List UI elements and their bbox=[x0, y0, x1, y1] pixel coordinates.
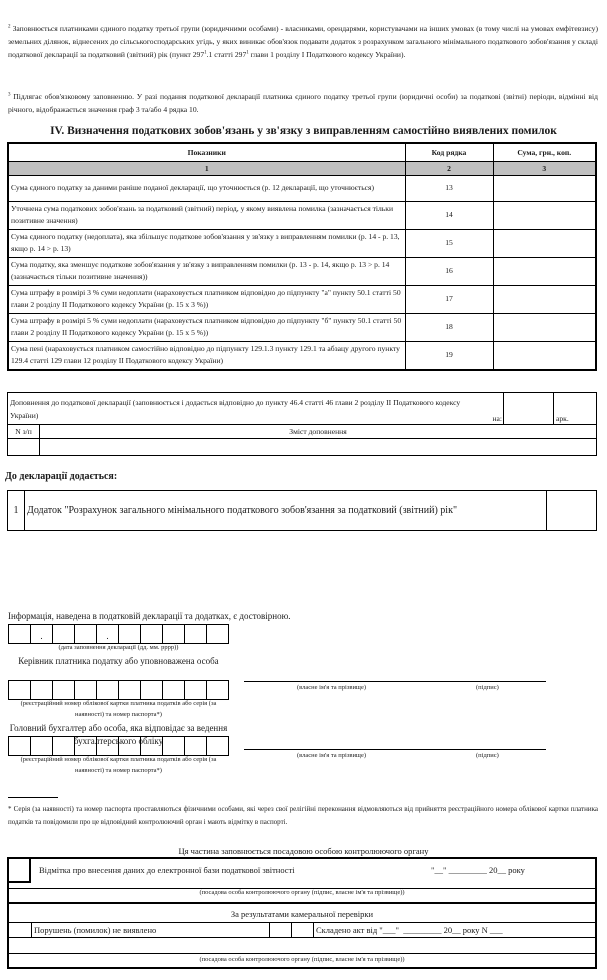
audit-result-row bbox=[9, 923, 595, 937]
table-row bbox=[8, 313, 596, 341]
date-input-cells[interactable] bbox=[8, 624, 229, 644]
manager-sign-caption: (підпис) bbox=[476, 684, 499, 691]
supplement-header-row bbox=[8, 393, 597, 425]
id-cell[interactable] bbox=[185, 681, 207, 699]
row-description: Сума пені (нараховується платником самостійно відповідно до підпункту 129.1.3 пункту 129.1 та абзацу другого пункту 129.4 статті 129 глави 12 розділу ІІ Податкового кодексу України) bbox=[8, 341, 405, 370]
id-cell[interactable] bbox=[119, 737, 141, 755]
date-cell[interactable] bbox=[207, 625, 229, 643]
table-row bbox=[8, 201, 596, 229]
table-row bbox=[8, 341, 596, 370]
no-violations-checkbox[interactable] bbox=[269, 923, 291, 937]
attachment-title: Додаток "Розрахунок загального мінімального податкового зобов'язання за податковий (звітний) рік" bbox=[25, 491, 547, 531]
header-amount: Сума, грн., коп. bbox=[493, 143, 596, 161]
supplement-content-input[interactable] bbox=[40, 439, 597, 456]
accountant-sign-caption: (підпис) bbox=[476, 752, 499, 759]
header-row-code: Код рядка bbox=[405, 143, 493, 161]
attachment-number: 1 bbox=[8, 491, 25, 531]
supplement-row-number-input[interactable] bbox=[8, 439, 40, 456]
divider bbox=[9, 902, 595, 904]
date-cell[interactable] bbox=[119, 625, 141, 643]
date-cell[interactable] bbox=[53, 625, 75, 643]
date-cell[interactable] bbox=[163, 625, 185, 643]
date-cell[interactable] bbox=[9, 625, 31, 643]
divider bbox=[9, 937, 595, 938]
database-entry-checkbox[interactable] bbox=[9, 859, 31, 883]
accountant-signature-line[interactable] bbox=[244, 749, 546, 750]
manager-id-caption: (реєстраційний номер облікової картки платника податків або серія (за наявності) та номер паспорта*) bbox=[20, 700, 217, 718]
manager-label: Керівник платника податку або уповноважена особа bbox=[18, 656, 219, 666]
id-cell[interactable] bbox=[207, 681, 229, 699]
footnote-text: глави 1 розділу І Податкового кодексу України). bbox=[248, 50, 406, 59]
row-description: Сума штрафу в розмірі 3 % суми недоплати (нараховується платником відповідно до підпункту "а" пункту 50.1 статті 50 глави 2 розділу ІІ Податкового кодексу України (р. 15 х 3 %)) bbox=[8, 285, 405, 313]
table-row bbox=[8, 257, 596, 285]
supplement-description: Доповнення до податкової декларації (заповнюється і додається відповідно до пункту 46.4 статті 46 глави 2 розділу ІІ Податкового кодексу України) bbox=[8, 393, 491, 425]
section-title: IV. Визначення податкових зобов'язань у зв'язку з виправленням самостійно виявлених помилок bbox=[50, 125, 557, 137]
table-row bbox=[8, 285, 596, 313]
sheets-unit-label: арк. bbox=[554, 393, 597, 425]
id-cell[interactable] bbox=[9, 737, 31, 755]
table-row bbox=[8, 175, 596, 201]
row-code: 19 bbox=[405, 341, 493, 370]
act-drawn-label: Складено акт від "___" _________ 20__ року N ___ bbox=[313, 923, 593, 937]
id-cell[interactable] bbox=[75, 681, 97, 699]
official-caption: (посадова особа контролюючого органу (підпис, власне ім'я та прізвище)) bbox=[199, 889, 405, 896]
manager-id-cells[interactable] bbox=[8, 680, 229, 700]
date-cell[interactable] bbox=[75, 625, 97, 643]
footnote-text: Заповнюється платниками єдиного податку третьої групи (юридичними особами) - власниками, орендарями, користувачами на інших умовах (в тому числі на умовах емфітевзису) земельних ділянок, віднесених до сільськогосподарських угідь, у яких виникає обов'язок подавати додаток з розрахунком загального мінімального податкового зобов'язання у складі податкової декларації за податковий (звітний) рік (пункт 297 bbox=[8, 24, 598, 59]
row-code: 18 bbox=[405, 313, 493, 341]
column-number-row bbox=[8, 161, 596, 175]
attachment-row bbox=[8, 491, 597, 531]
id-cell[interactable] bbox=[97, 737, 119, 755]
superscript: 1 bbox=[204, 50, 207, 56]
table-row bbox=[8, 229, 596, 257]
divider bbox=[9, 953, 595, 954]
amount-input[interactable] bbox=[493, 201, 596, 229]
attachments-table bbox=[7, 490, 597, 531]
accountant-name-caption: (власне ім'я та прізвище) bbox=[297, 752, 366, 759]
amount-input[interactable] bbox=[493, 285, 596, 313]
id-cell[interactable] bbox=[163, 681, 185, 699]
id-cell[interactable] bbox=[75, 737, 97, 755]
accountant-id-caption: (реєстраційний номер облікової картки платника податків або серія (за наявності) та номер паспорта*) bbox=[20, 756, 217, 774]
table-header-row bbox=[8, 143, 596, 161]
manager-name-caption: (власне ім'я та прізвище) bbox=[297, 684, 366, 691]
control-heading: Ця частина заповнюється посадовою особою контролюючого органу bbox=[178, 846, 429, 856]
footnote-3 bbox=[8, 90, 598, 116]
amount-input[interactable] bbox=[493, 229, 596, 257]
row-code: 17 bbox=[405, 285, 493, 313]
supplement-table bbox=[7, 392, 597, 456]
sheets-count-input[interactable] bbox=[504, 393, 554, 425]
date-cell[interactable]: . bbox=[31, 625, 53, 643]
footnote-mark: 3 bbox=[8, 92, 11, 98]
id-cell[interactable] bbox=[207, 737, 229, 755]
no-violations-label: Порушень (помилок) не виявлено bbox=[31, 923, 269, 937]
date-cell[interactable]: . bbox=[97, 625, 119, 643]
amount-input[interactable] bbox=[493, 313, 596, 341]
amount-input[interactable] bbox=[493, 257, 596, 285]
date-cell[interactable] bbox=[141, 625, 163, 643]
amount-input[interactable] bbox=[493, 175, 596, 201]
amount-input[interactable] bbox=[493, 341, 596, 370]
supplement-row bbox=[8, 439, 597, 456]
id-cell[interactable] bbox=[163, 737, 185, 755]
id-cell[interactable] bbox=[9, 681, 31, 699]
col-number: 1 bbox=[8, 161, 405, 175]
id-cell[interactable] bbox=[31, 681, 53, 699]
database-entry-label: Відмітка про внесення даних до електронної бази податкової звітності bbox=[39, 865, 295, 875]
id-cell[interactable] bbox=[141, 737, 163, 755]
row-code: 14 bbox=[405, 201, 493, 229]
id-cell[interactable] bbox=[141, 681, 163, 699]
row-description: Сума штрафу в розмірі 5 % суми недоплати (нараховується платником відповідно до підпункту "б" пункту 50.1 статті 50 глави 2 розділу ІІ Податкового кодексу України (р. 15 х 5 %)) bbox=[8, 313, 405, 341]
header-indicators: Показники bbox=[8, 143, 405, 161]
row-code: 16 bbox=[405, 257, 493, 285]
footnote-mark: 2 bbox=[8, 24, 11, 30]
id-cell[interactable] bbox=[185, 737, 207, 755]
id-cell[interactable] bbox=[31, 737, 53, 755]
row-code: 15 bbox=[405, 229, 493, 257]
row-code: 13 bbox=[405, 175, 493, 201]
control-organ-box bbox=[7, 857, 597, 969]
sheets-on-label: на: bbox=[490, 393, 503, 425]
official-caption: (посадова особа контролюючого органу (підпис, власне ім'я та прізвище)) bbox=[199, 956, 405, 963]
col-row-number: N з/п bbox=[8, 425, 40, 439]
date-caption: (дата заповнення декларації (дд. мм. рррр)) bbox=[58, 644, 179, 651]
id-cell[interactable] bbox=[53, 737, 75, 755]
attachments-heading: До декларації додається: bbox=[5, 471, 118, 482]
accuracy-statement: Інформація, наведена в податковій декларації та додатках, є достовірною. bbox=[8, 611, 291, 621]
footnote-star: * Серія (за наявності) та номер паспорта проставляються фізичними особами, які через свої релігійні переконання відмовляються від прийняття реєстраційного номера облікової картки платника податків та повідомили про це відповідний контролюючий орган і мають відмітку в паспорті. bbox=[8, 805, 598, 826]
row-description: Уточнена сума податкових зобов'язань за податковий (звітний) період, у якому виявлена помилка (зазначається тільки позитивне значення) bbox=[8, 201, 405, 229]
footnote-text: Підлягає обов'язковому заповненню. У разі подання податкової декларації платника єдиного податку третьої групи (юридичні особи) за податкові (звітні) періоди, відмінні від річного, відображається значення граф 3 та/або 4 рядка 10. bbox=[8, 92, 598, 114]
footnote-divider bbox=[8, 797, 58, 798]
accountant-id-cells[interactable] bbox=[8, 736, 229, 756]
error-correction-table bbox=[7, 142, 597, 371]
act-checkbox[interactable] bbox=[291, 923, 313, 937]
accountant-label: Головний бухгалтер або особа, яка відповідає за ведення бухгалтерського обліку bbox=[9, 723, 228, 746]
row-description: Сума єдиного податку за даними раніше поданої декларації, що уточнюється (р. 12 декларації, що уточнюється) bbox=[8, 175, 405, 201]
footnote-text: .1 статті 297 bbox=[206, 50, 247, 59]
id-cell[interactable] bbox=[53, 681, 75, 699]
id-cell[interactable] bbox=[119, 681, 141, 699]
col-number: 3 bbox=[493, 161, 596, 175]
manager-signature-line[interactable] bbox=[244, 681, 546, 682]
col-content: Зміст доповнення bbox=[40, 425, 597, 439]
superscript: 1 bbox=[246, 50, 249, 56]
id-cell[interactable] bbox=[97, 681, 119, 699]
audit-result-heading: За результатами камеральної перевірки bbox=[230, 909, 374, 919]
database-entry-date[interactable]: "__" _________ 20__ року bbox=[431, 865, 525, 875]
supplement-columns-row bbox=[8, 425, 597, 439]
attachment-mark-input[interactable] bbox=[547, 491, 597, 531]
col-number: 2 bbox=[405, 161, 493, 175]
row-description: Сума єдиного податку (недоплата), яка збільшує податкове зобов'язання у зв'язку з виправленням помилки (р. 14 - р. 13, якщо р. 14 > р. 13) bbox=[8, 229, 405, 257]
row-description: Сума податку, яка зменшує податкове зобов'язання у зв'язку з виправленням помилки (р. 13 - р. 14, якщо р. 13 > р. 14 (зазначається тільки позитивне значення)) bbox=[8, 257, 405, 285]
date-cell[interactable] bbox=[185, 625, 207, 643]
footnote-2 bbox=[8, 22, 598, 61]
